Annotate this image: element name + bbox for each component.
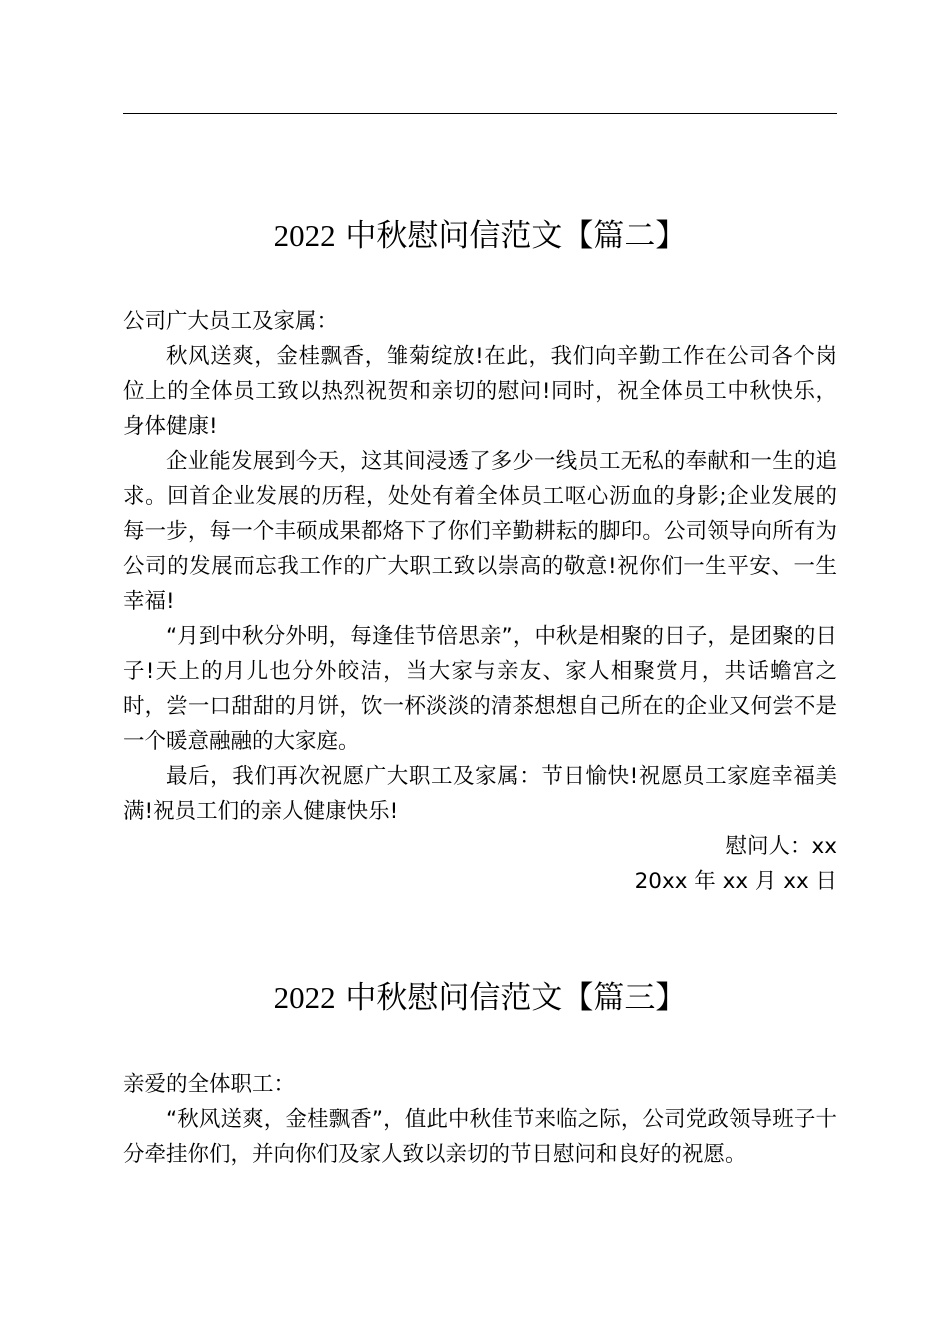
paragraph: 企业能发展到今天，这其间浸透了多少一线员工无私的奉献和一生的追求。回首企业发展的历程，处处有着全体员工呕心沥血的身影;企业发展的每一步，每一个丰硕成果都烙下了你们辛勤耕耘的脚印。公司领导向所有为公司的发展而忘我工作的广大职工致以崇高的敬意!祝你们一生平安、一生幸福! — [123, 449, 837, 614]
title-text: 中秋慰问信范文【篇二】 — [345, 218, 687, 254]
section-title-part-two — [123, 216, 837, 256]
salutation: 公司广大员工及家属： — [123, 309, 339, 334]
paragraph: “秋风送爽，金桂飘香”，值此中秋佳节来临之际，公司党政领导班子十分牵挂你们，并向你们及家人致以亲切的节日慰问和良好的祝愿。 — [123, 1107, 837, 1167]
paragraph: “月到中秋分外明，每逢佳节倍思亲”，中秋是相聚的日子，是团聚的日子!天上的月儿也分外皎洁，当大家与亲友、家人相聚赏月，共话蟾宫之时，尝一口甜甜的月饼，饮一杯淡淡的清茶想想自己所在的企业又何尝不是一个暖意融融的大家庭。 — [123, 624, 837, 754]
header-rule — [123, 113, 837, 114]
paragraph: 最后，我们再次祝愿广大职工及家属：节日愉快!祝愿员工家庭幸福美满!祝员工们的亲人健康快乐! — [123, 764, 837, 824]
document-page — [123, 0, 837, 1344]
date: 20xx 年 xx 月 xx 日 — [634, 869, 837, 894]
letter-part-three — [123, 1067, 837, 1172]
signature: 慰问人：xx — [725, 834, 837, 859]
salutation: 亲爱的全体职工： — [123, 1072, 296, 1097]
title-text: 中秋慰问信范文【篇三】 — [345, 980, 687, 1016]
section-title-part-three — [123, 978, 837, 1018]
paragraph: 秋风送爽，金桂飘香，雏菊绽放!在此，我们向辛勤工作在公司各个岗位上的全体员工致以热烈祝贺和亲切的慰问!同时，祝全体员工中秋快乐，身体健康! — [123, 344, 837, 439]
title-year: 2022 — [273, 218, 336, 253]
letter-part-two — [123, 304, 837, 899]
title-year: 2022 — [273, 980, 336, 1015]
